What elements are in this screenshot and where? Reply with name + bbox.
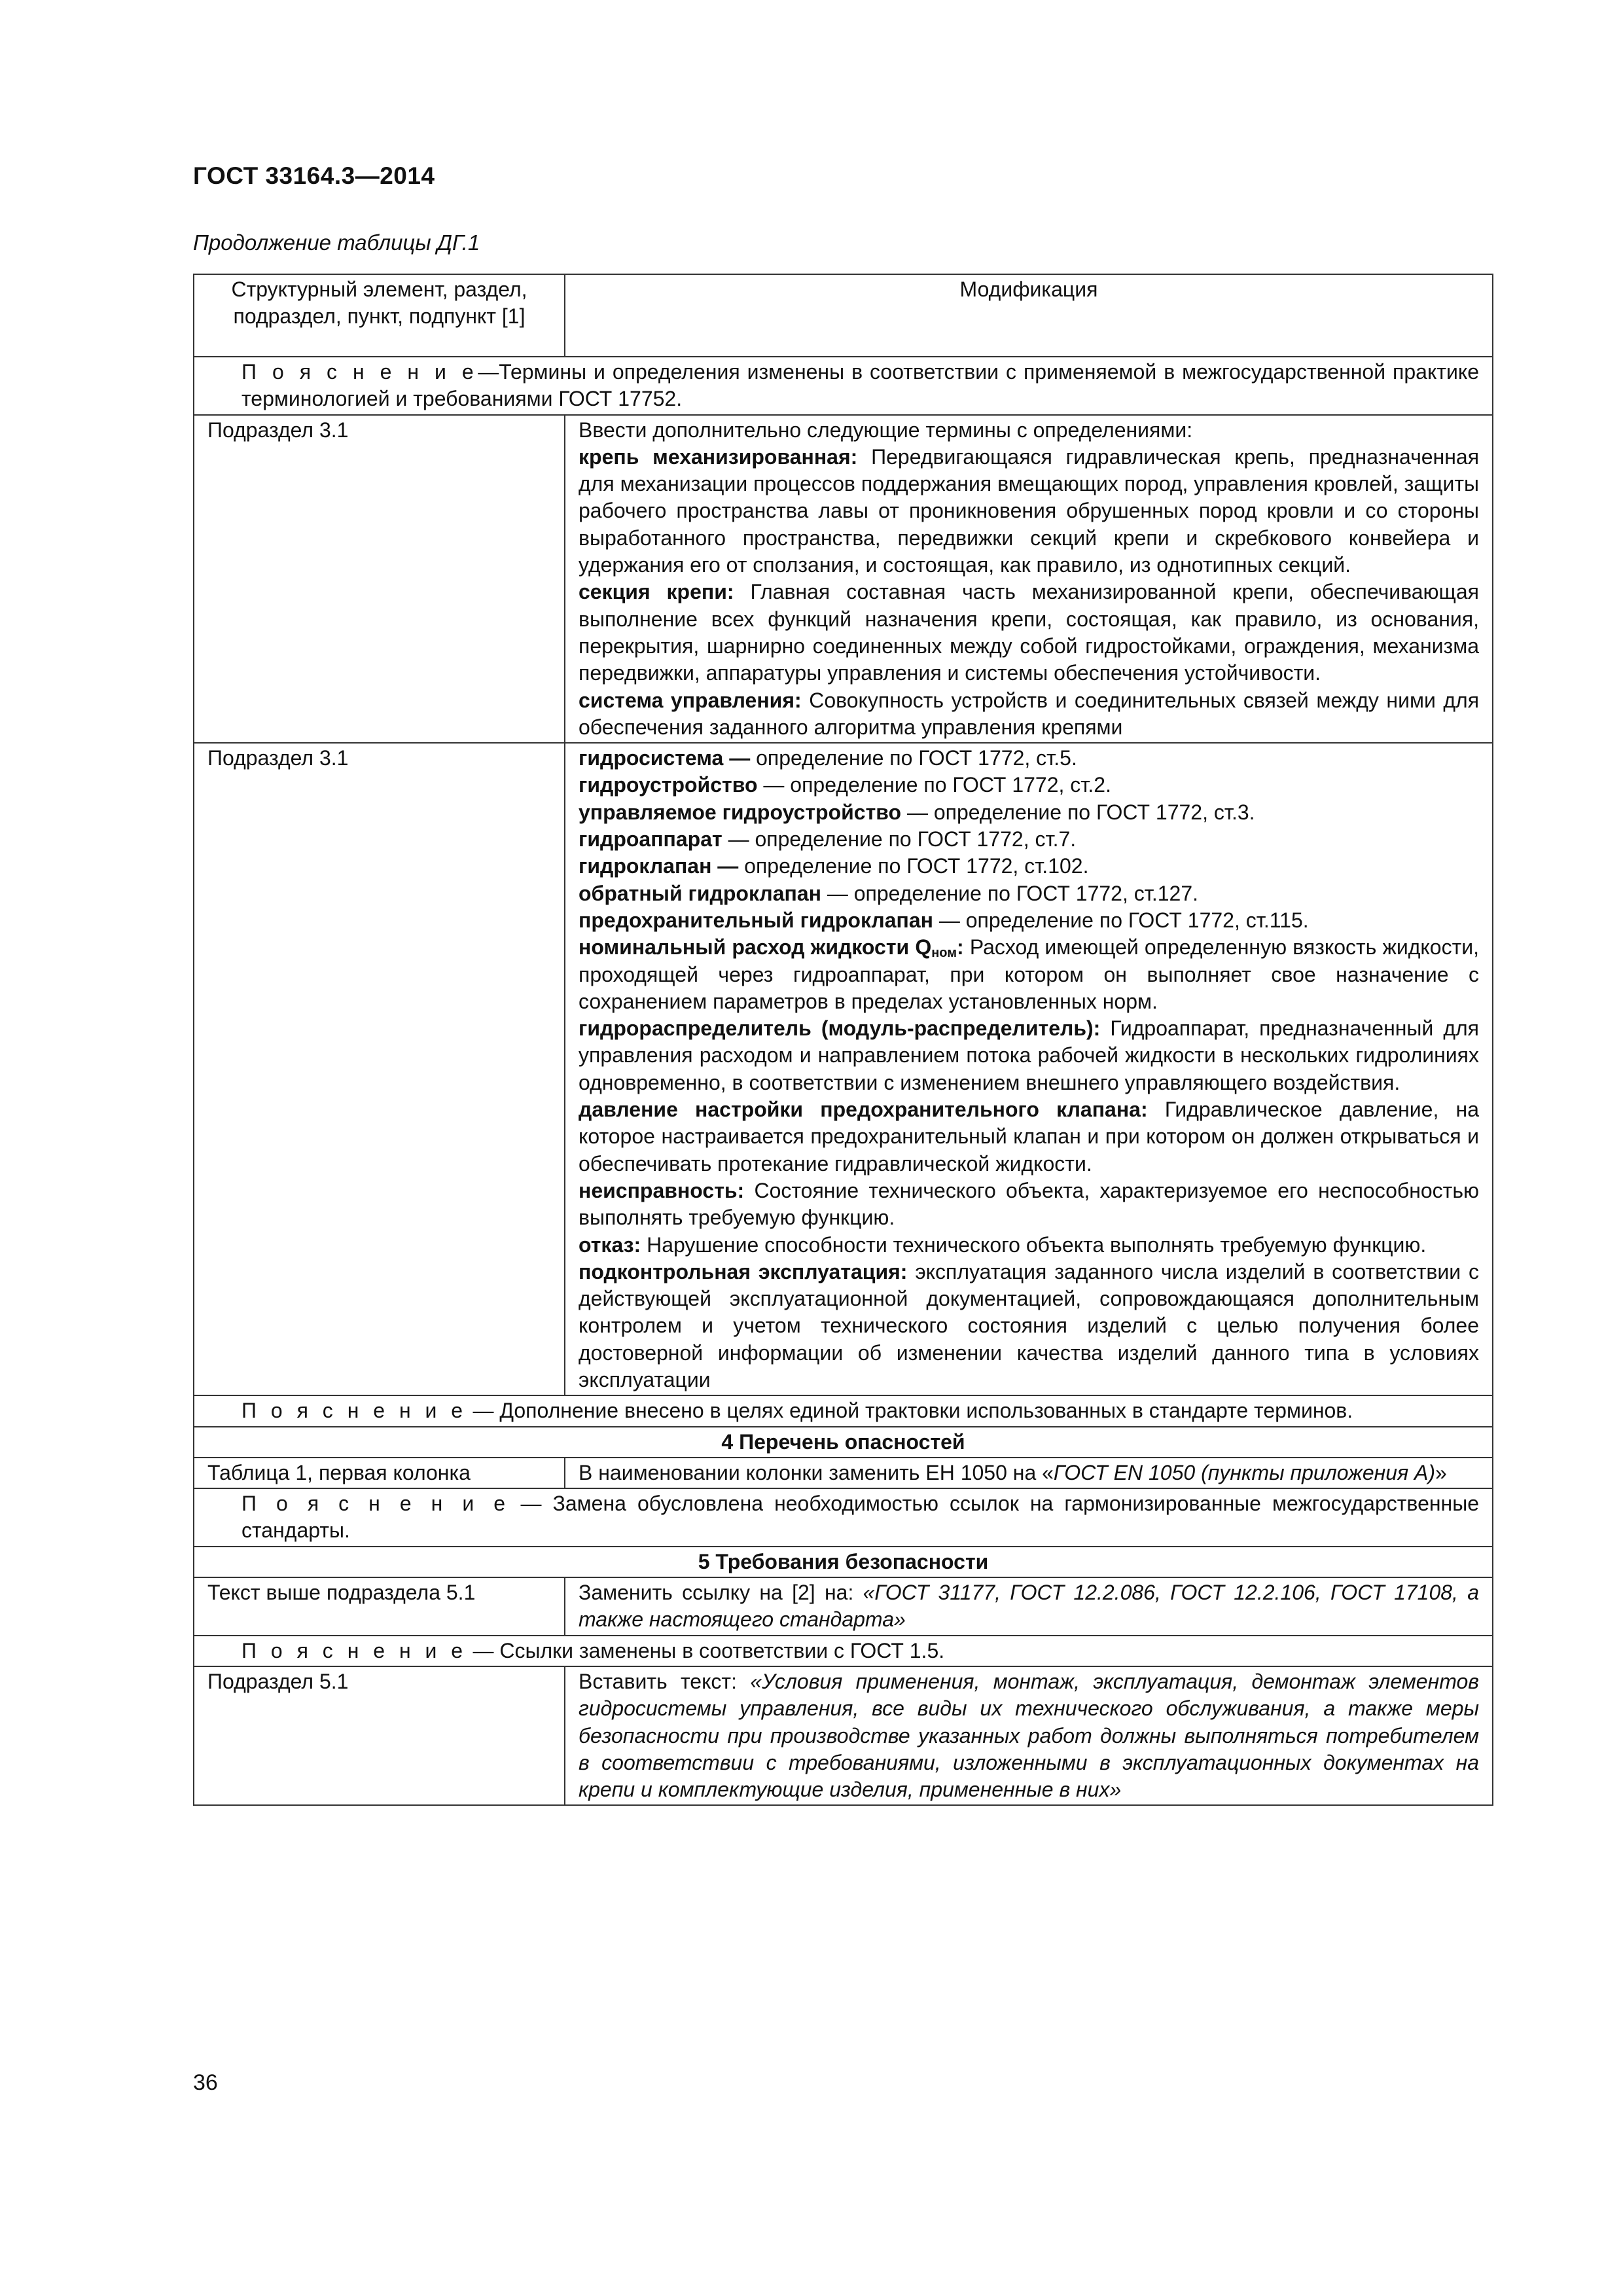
note-text: — Ссылки заменены в соответствии с ГОСТ 1.5. — [473, 1638, 945, 1662]
term-definition — [579, 907, 1479, 934]
note-label: П о я с н е н и е — [241, 1638, 467, 1662]
column-header-element-line1: Структурный элемент, раздел, — [231, 278, 527, 301]
note-row — [194, 1636, 1493, 1666]
table-row — [194, 1458, 1493, 1488]
modification-cell — [565, 1666, 1493, 1805]
term-subscript: ном — [931, 946, 957, 961]
definition: — определение по ГОСТ 1772, ст.2. — [763, 773, 1111, 797]
term: гидрораспределитель (модуль-распределитель): — [579, 1016, 1101, 1041]
term-definition — [579, 826, 1479, 853]
term-definition — [579, 799, 1479, 826]
note-label: П о я с н е н и е — [241, 1399, 467, 1423]
note-cell — [194, 1488, 1493, 1547]
definition: Совокупность устройств и соединительных связей между ними для обеспечения заданного алгоритма управления крепями — [579, 688, 1480, 739]
term-definition — [579, 880, 1479, 907]
modification-table — [193, 274, 1493, 1806]
element-cell: Подраздел 5.1 — [194, 1666, 565, 1805]
term: отказ: — [579, 1232, 641, 1257]
element-cell: Текст выше подраздела 5.1 — [194, 1577, 565, 1636]
term-definition — [579, 444, 1479, 579]
term-definition — [579, 745, 1479, 772]
section-row — [194, 1427, 1493, 1458]
term: система управления: — [579, 688, 802, 712]
definition: Состояние технического объекта, характеризуемое его неспособностью выполнять требуемую функцию. — [579, 1178, 1480, 1230]
definition: Гидравлическое давление, на которое настраивается предохранительный клапан и при котором он должен открываться и обеспечивать протекание гидравлической жидкости. — [579, 1098, 1480, 1175]
term-definition — [579, 853, 1479, 880]
element-cell: Подраздел 3.1 — [194, 743, 565, 1395]
term-definition — [579, 1259, 1479, 1393]
element-cell: Подраздел 3.1 — [194, 415, 565, 744]
page-number: 36 — [193, 2070, 218, 2095]
term: управляемое гидроустройство — [579, 800, 902, 824]
term-definition — [579, 772, 1479, 798]
document-title: ГОСТ 33164.3—2014 — [193, 162, 435, 189]
definition: Расход имеющей определенную вязкость жидкости, проходящей через гидроаппарат, при котором он выполняет свое назначение с сохранением параметров в пределах установленных норм. — [579, 935, 1479, 1013]
column-header-element — [194, 274, 565, 357]
term-colon: : — [957, 935, 964, 960]
table-row — [194, 415, 1493, 744]
definition: Главная составная часть механизированной крепи, обеспечивающая выполнение всех функций назначения крепи, состоящая, как правило, из основания, перекрытия, шарнирно соединенных между собой гидростойками, ограждения, механизма передвижки, аппаратуры управления и системы обеспечения устойчивости. — [579, 580, 1480, 685]
definition: — определение по ГОСТ 1772, ст.127. — [827, 881, 1199, 905]
term: давление настройки предохранительного клапана: — [579, 1098, 1148, 1122]
term-definition — [579, 934, 1479, 1015]
modification-text: В наименовании колонки заменить ЕН 1050 на « — [579, 1460, 1054, 1484]
modification-text: Заменить ссылку на [2] на: — [579, 1581, 863, 1605]
term-definition — [579, 687, 1479, 742]
term: гидроклапан — — [579, 854, 739, 878]
note-cell — [194, 357, 1493, 415]
term-definition — [579, 1232, 1479, 1259]
note-row — [194, 1395, 1493, 1426]
note-label: П о я с н е н и е — [241, 1492, 510, 1516]
note-row — [194, 1488, 1493, 1547]
definition: — определение по ГОСТ 1772, ст.115. — [938, 908, 1309, 932]
modification-cell — [565, 1458, 1493, 1488]
note-text: — Замена обусловлена необходимостью ссылок на гармонизированные межгосударственные стандарты. — [241, 1492, 1480, 1543]
definition: — определение по ГОСТ 1772, ст.7. — [728, 827, 1077, 852]
note-label: П о я с н е н и е — [241, 360, 478, 384]
definition: — определение по ГОСТ 1772, ст.3. — [906, 800, 1255, 824]
definition: Передвигающаяся гидравлическая крепь, предназначенная для механизации процессов поддержания вмещающих пород, управления кровлей, защиты рабочего пространства лавы от проникновения обрушенных пород кровли и со стороны выработанного пространства, передвижки секций крепи и скребкового конвейера и удержания его от сползания, и состоящая, как правило, из однотипных секций. — [579, 444, 1480, 577]
definition: определение по ГОСТ 1772, ст.5. — [756, 746, 1077, 770]
column-header-modification: Модификация — [565, 274, 1493, 357]
table-row — [194, 1577, 1493, 1636]
term-definition — [579, 1177, 1479, 1232]
modification-cell — [565, 415, 1493, 744]
term: секция крепи: — [579, 580, 734, 604]
term: крепь механизированная: — [579, 444, 858, 469]
term: предохранительный гидроклапан — [579, 908, 933, 932]
modification-text: Вставить текст: — [579, 1669, 751, 1693]
definition: Гидроаппарат, предназначенный для управления расходом и направлением потока рабочей жидкости в нескольких гидролиниях одновременно, в соответствии с изменением внешнего управляющего воздействия. — [579, 1016, 1479, 1094]
term: гидросистема — — [579, 746, 751, 770]
element-cell: Таблица 1, первая колонка — [194, 1458, 565, 1488]
term: гидроустройство — [579, 773, 758, 797]
section-heading: 5 Требования безопасности — [194, 1547, 1493, 1577]
modification-cell — [565, 1577, 1493, 1636]
term: подконтрольная эксплуатация: — [579, 1259, 908, 1283]
definition: эксплуатация заданного числа изделий в соответствии с действующей эксплуатационной документацией, сопровождающаяся дополнительным контролем и учетом технического состояния изделий с целью получения более достоверной информации об изменении качества изделий данного типа в условиях эксплуатации — [579, 1259, 1480, 1391]
term — [579, 935, 964, 959]
term-definition — [579, 1015, 1479, 1096]
modification-italic-text: «ГОСТ 31177, ГОСТ 12.2.086, ГОСТ 12.2.106, ГОСТ 17108, а также настоящего стандарта» — [579, 1581, 1480, 1632]
intro-text: Ввести дополнительно следующие термины с определениями: — [579, 418, 1193, 442]
note-text: —Термины и определения изменены в соответствии с применяемой в межгосударственной практике терминологией и требованиями ГОСТ 17752. — [241, 360, 1480, 411]
table-continuation-caption: Продолжение таблицы ДГ.1 — [193, 230, 480, 255]
term: неисправность: — [579, 1178, 745, 1202]
section-heading: 4 Перечень опасностей — [194, 1427, 1493, 1458]
modification-cell — [565, 743, 1493, 1395]
note-cell — [194, 1395, 1493, 1426]
table-row — [194, 743, 1493, 1395]
note-row — [194, 357, 1493, 415]
term-definition — [579, 579, 1479, 687]
term-definition — [579, 1096, 1479, 1177]
section-row — [194, 1547, 1493, 1577]
modification-italic-text: «Условия применения, монтаж, эксплуатация, демонтаж элементов гидросистемы управления, все виды их технического обслуживания, а также меры безопасности при производстве указанных работ должны выполняться потребителем в соответствии с требованиями, изложенными в эксплуатационных документах на крепи и комплектующие изделия, примененные в них» — [579, 1669, 1480, 1802]
modification-text-end: » — [1435, 1460, 1447, 1484]
term: гидроаппарат — [579, 827, 722, 852]
definition: Нарушение способности технического объекта выполнять требуемую функцию. — [647, 1232, 1427, 1257]
modification-italic-text: ГОСТ EN 1050 (пункты приложения А) — [1053, 1460, 1436, 1484]
column-header-element-line2: подраздел, пункт, подпункт [1] — [233, 304, 526, 329]
note-cell — [194, 1636, 1493, 1666]
table-header-row — [194, 274, 1493, 357]
table-row — [194, 1666, 1493, 1805]
definition: определение по ГОСТ 1772, ст.102. — [744, 854, 1089, 878]
note-text: — Дополнение внесено в целях единой трактовки использованных в стандарте терминов. — [473, 1399, 1353, 1423]
term: обратный гидроклапан — [579, 881, 821, 905]
term-text: номинальный расход жидкости Q — [579, 935, 932, 960]
